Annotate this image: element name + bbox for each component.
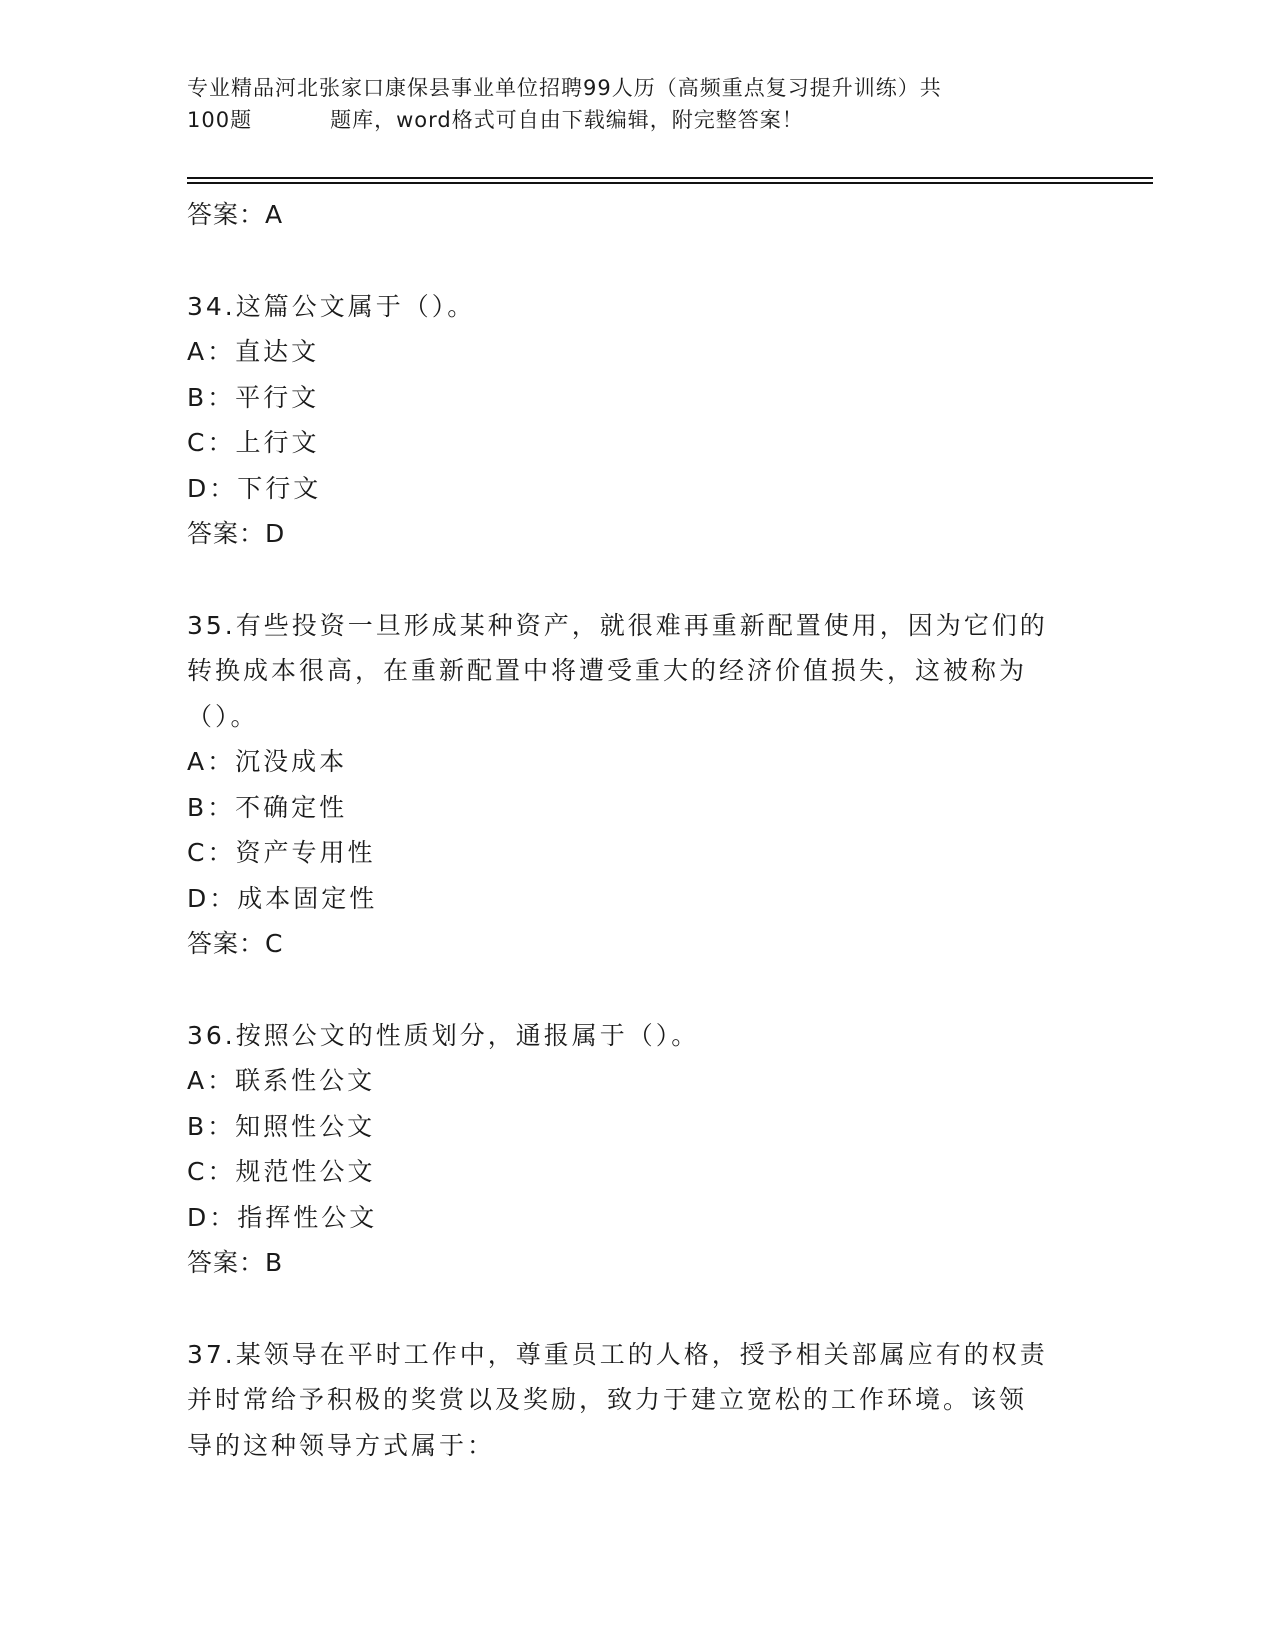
option-a: A：直达文 <box>187 337 320 366</box>
question-stem-line-1: 37.某领导在平时工作中，尊重员工的人格，授予相关部属应有的权责 <box>187 1339 1048 1369</box>
question-34 <box>187 284 1087 557</box>
option-d: D：下行文 <box>187 473 322 503</box>
header-divider-bottom <box>187 182 1153 184</box>
header-title-line1: 专业精品河北张家口康保县事业单位招聘99人历（高频重点复习提升训练）共 <box>187 76 942 100</box>
header-title-line2 <box>187 104 1067 136</box>
question-stem-line-2: 并时常给予积极的奖赏以及奖励，致力于建立宽松的工作环境。该领 <box>187 1385 1028 1414</box>
header-divider-top <box>187 177 1153 179</box>
option-d: D：成本固定性 <box>187 883 378 913</box>
answer: 答案：C <box>187 929 284 958</box>
option-c: C：资产专用性 <box>187 838 376 867</box>
header-question-count: 100题 <box>187 108 253 132</box>
option-a: A：沉没成本 <box>187 747 348 776</box>
question-35 <box>187 603 1087 967</box>
option-b: B：知照性公文 <box>187 1111 376 1141</box>
option-d: D：指挥性公文 <box>187 1202 378 1232</box>
question-36 <box>187 1013 1087 1286</box>
option-a: A：联系性公文 <box>187 1066 376 1095</box>
answer: 答案：B <box>187 1248 284 1277</box>
question-list <box>187 192 1087 1468</box>
header-description: 题库，word格式可自由下载编辑，附完整答案！ <box>330 108 804 132</box>
document-header <box>187 72 1067 136</box>
question-stem: 36.按照公文的性质划分，通报属于（）。 <box>187 1020 700 1050</box>
option-c: C：规范性公文 <box>187 1157 376 1186</box>
option-b: B：平行文 <box>187 382 320 412</box>
previous-answer: 答案：A <box>187 200 284 229</box>
option-c: C：上行文 <box>187 428 320 457</box>
question-stem-line-1: 35.有些投资一旦形成某种资产，就很难再重新配置使用，因为它们的 <box>187 610 1048 640</box>
question-stem-line-2: 转换成本很高，在重新配置中将遭受重大的经济价值损失，这被称为 <box>187 656 1028 685</box>
option-b: B：不确定性 <box>187 792 348 822</box>
answer: 答案：D <box>187 519 286 548</box>
question-stem-line-3: 导的这种领导方式属于： <box>187 1430 496 1460</box>
question-stem-line-3: （）。 <box>187 701 259 731</box>
question-stem: 34.这篇公文属于（）。 <box>187 291 476 321</box>
question-37 <box>187 1332 1087 1469</box>
